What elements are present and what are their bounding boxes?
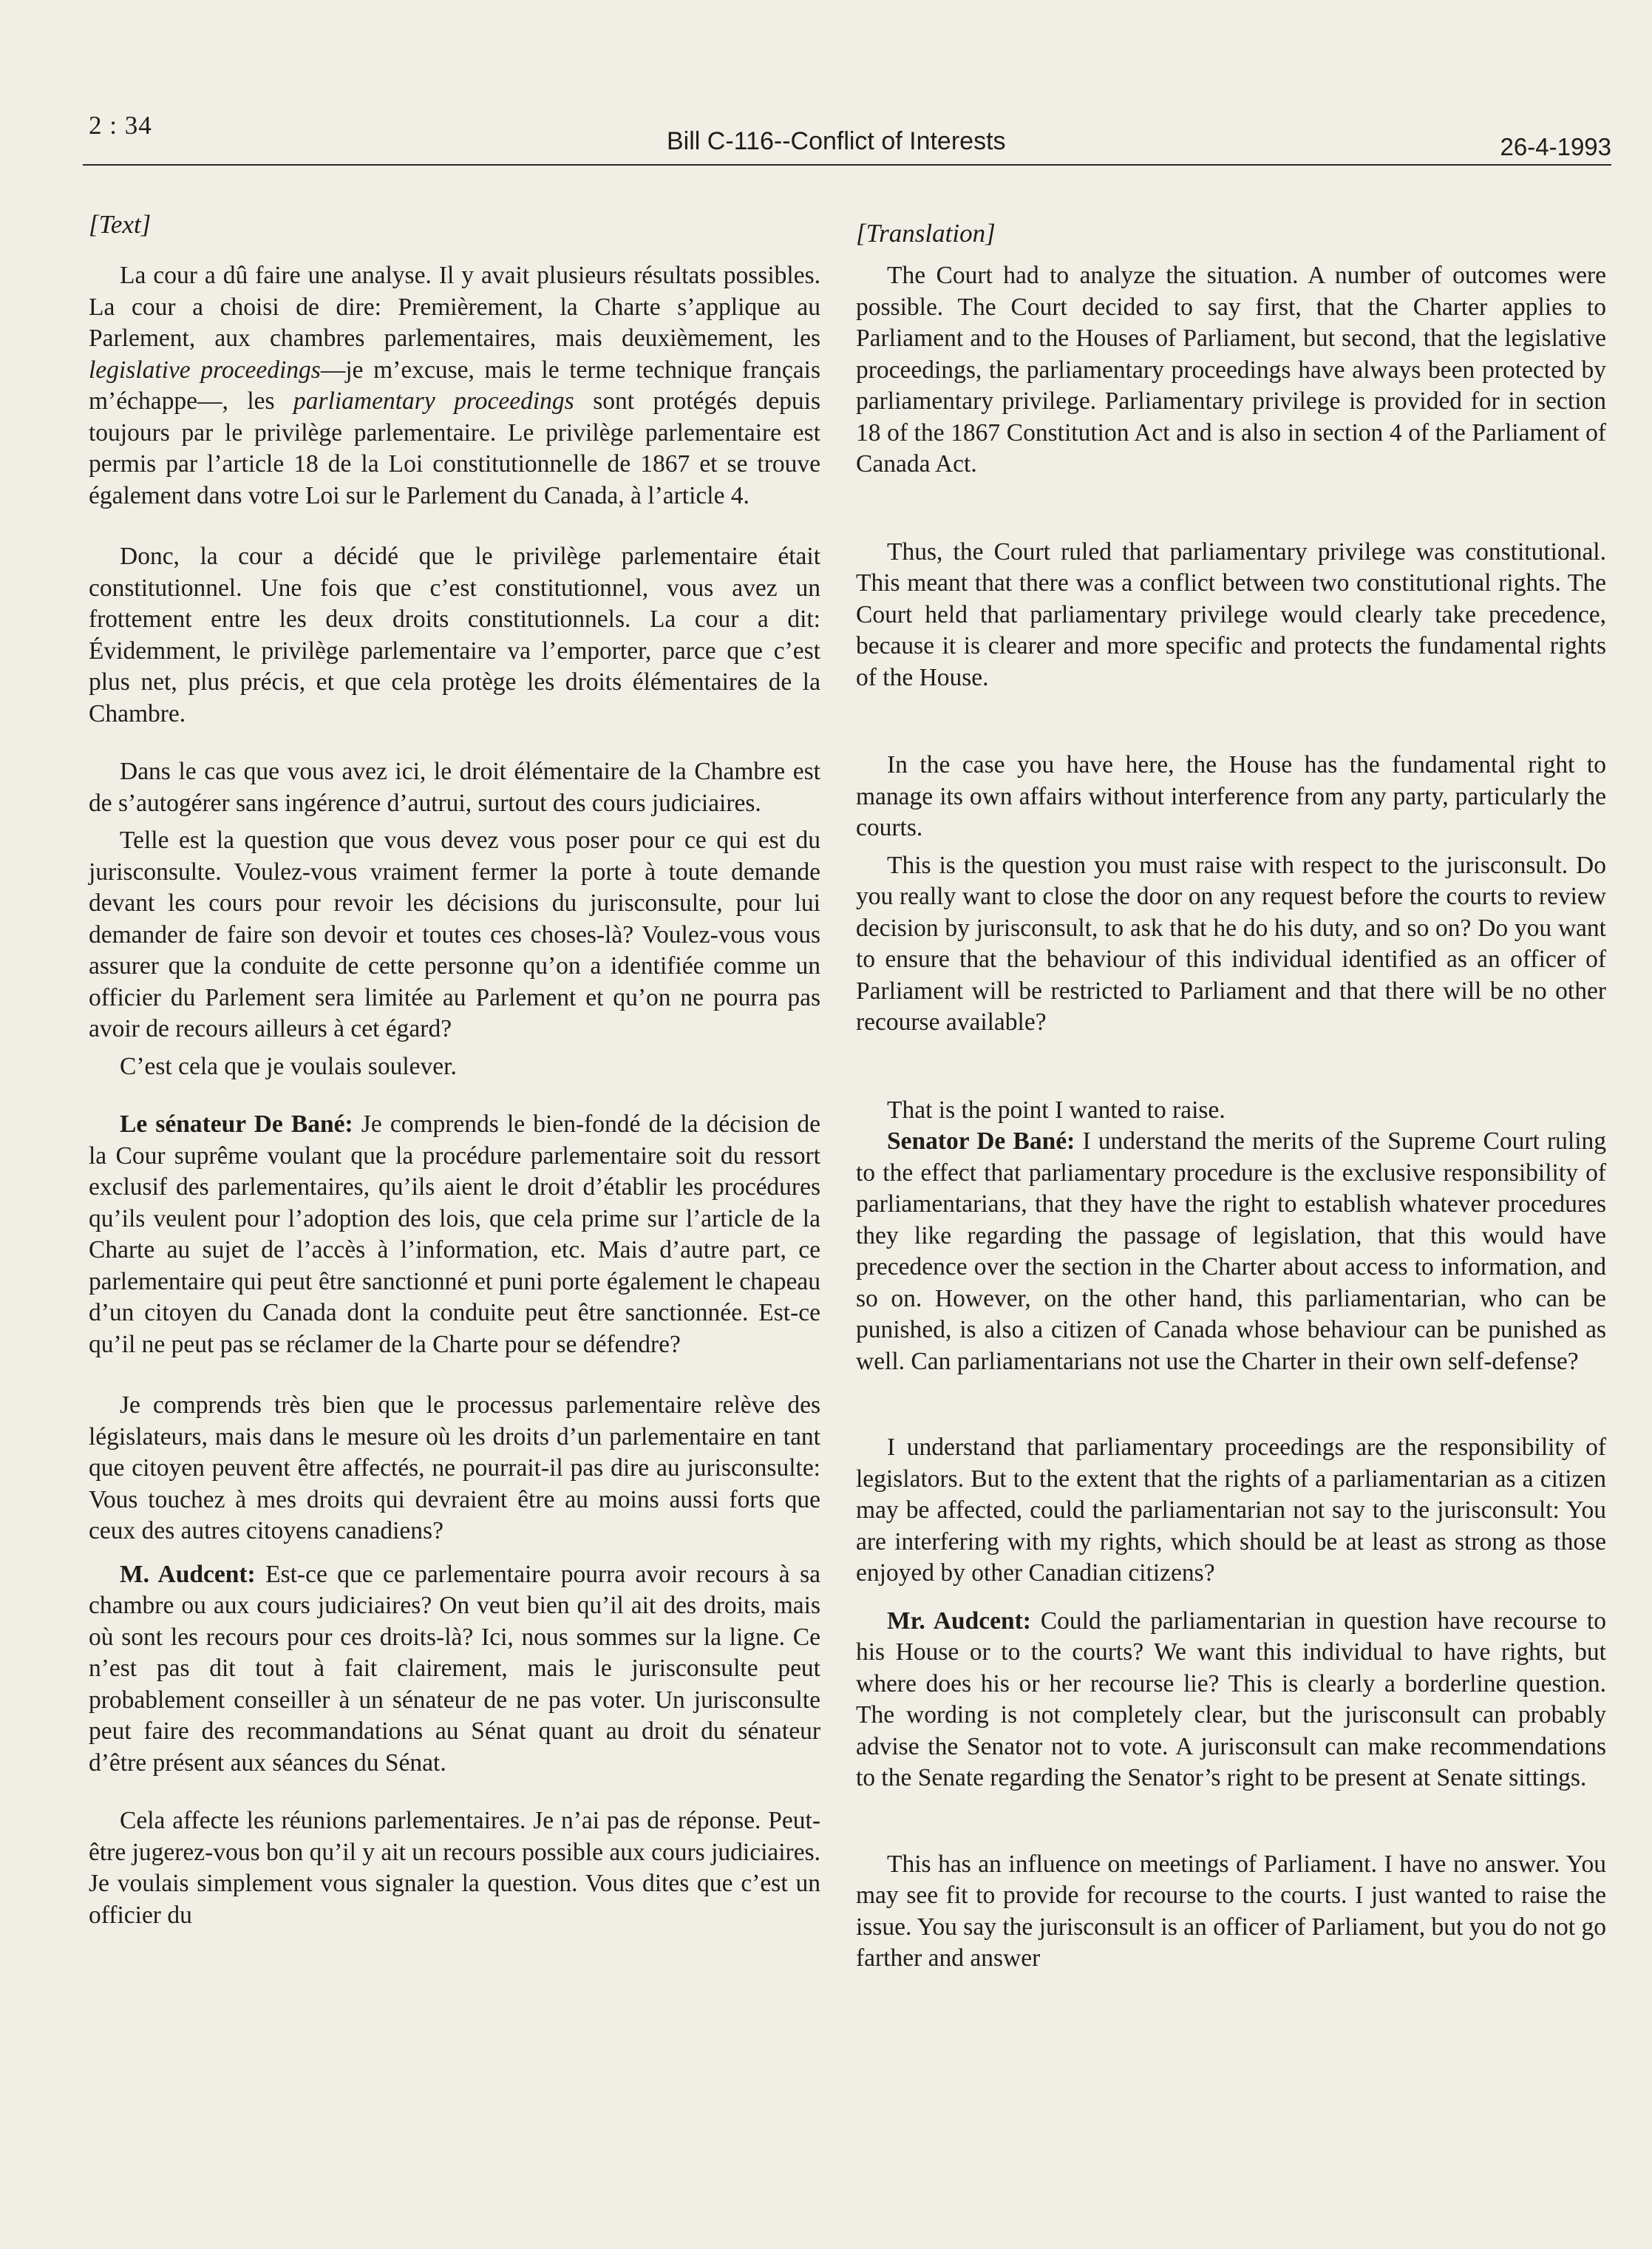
text-run: Cela affecte les réunions parlementaires. Je n’ai pas de réponse. Peut-être jugerez-vous bon qu’il y ait un recours possible aux cours judiciaires. Je voulais simplement vous signaler la question. Vous dites que c’est un officier du [89,1807,820,1929]
italic-term: parliamentary proceedings [293,387,574,415]
text-run: Thus, the Court ruled that parliamentary privilege was constitutional. This meant that there was a conflict between two constitutional rights. The Court held that parliamentary privilege would clearly take precedence, because it is clearer and more specific and protects the fundamental rights of the House. [856,537,1606,691]
paragraph [856,1126,1606,1377]
paragraph [89,756,820,819]
text-run: I understand the merits of the Supreme Court ruling to the effect that parliamentary procedure is the exclusive responsibility of parliamentarians, that they have the right to establish whatever procedures they like regarding the passage of legislation, that this would have precedence over the section in the Charter about access to information, and so on. However, on the other hand, this parliamentarian, who can be punished, is also a citizen of Canada whose behaviour can be punished as well. Can parliamentarians not use the Charter in their own self-defense? [856,1127,1606,1375]
paragraph [856,750,1606,844]
text-run: Donc, la cour a décidé que le privilège parlementaire était constitutionnel. Une fois que c’est constitutionnel, vous avez un frottement entre les deux droits constitutionnels. La cour a dit: Évidemment, le privilège parlementaire va l’emporter, parce que c’est plus net, plus précis, et que cela protège les droits élémentaires de la Chambre. [89,543,820,727]
speaker-name: Senator De Bané: [887,1127,1075,1155]
text-run: This has an influence on meetings of Parliament. I have no answer. You may see fit to provide for recourse to the courts. I just wanted to raise the issue. You say the jurisconsult is an officer of Parliament, but you do not go farther and answer [856,1850,1606,1972]
paragraph [856,1432,1606,1590]
english-paragraphs [856,260,1606,1975]
text-run: Est-ce que ce parlementaire pourra avoir recours à sa chambre ou aux cours judiciaires? On veut bien qu’il ait des droits, mais où sont les recours pour ces droits-là? Ici, nous sommes sur la ligne. Ce n’est pas dit tout à fait clairement, mais le jurisconsulte peut probablement conseiller à un sénateur de ne pas voter. Un jurisconsulte peut faire des recommandations au Sénat quant au droit du sénateur d’être présent aux séances du Sénat. [89,1560,820,1777]
sitting-date: 26-4-1993 [1500,133,1611,160]
speaker-name: Le sénateur De Bané: [120,1110,353,1138]
text-run: C’est cela que je voulais soulever. [120,1052,457,1080]
paragraph [856,537,1606,694]
text-run: This is the question you must raise with respect to the jurisconsult. Do you really want to close the door on any request before the courts to review decision by jurisconsult, to ask that he do his duty, and so on? Do you want to ensure that the behaviour of this individual identified as an officer of Parliament will be restricted to Parliament and that there will be no other recourse available? [856,851,1606,1036]
text-run: The Court had to analyze the situation. A number of outcomes were possible. The Court decided to say first, that the Charter applies to Parliament and to the Houses of Parliament, but second, that the legislative proceedings, the parliamentary proceedings have always been protected by parliamentary privilege. Parliamentary privilege is provided for in section 18 of the 1867 Constitution Act and is also in section 4 of the Parliament of Canada Act. [856,262,1606,478]
text-run: Telle est la question que vous devez vous poser pour ce qui est du jurisconsulte. Voulez-vous vraiment fermer la porte à toute demande devant les cours pour revoir les décisions du jurisconsulte, pour lui demander de faire son devoir et toutes ces choses-là? Voulez-vous vous assurer que la conduite de cette personne qu’on a identifiée comme un officier du Parlement sera limitée au Parlement et qu’on ne pourra pas avoir de recours ailleurs à cet égard? [89,827,820,1042]
paragraph [856,260,1606,481]
french-column [89,200,820,1931]
text-tag: [Text] [89,210,152,239]
french-paragraphs [89,260,820,1931]
text-run: —je m’excuse, mais le terme technique français m’échappe—, les [89,356,820,415]
text-run: Je comprends très bien que le processus parlementaire relève des législateurs, mais dans le mesure où les droits d’un parlementaire en tant que citoyen peuvent être affectés, ne pourrait-il pas dire au jurisconsulte: Vous touchez à mes droits qui devraient être au moins aussi forts que ceux des autres citoyens canadiens? [89,1391,820,1544]
paragraph [856,1095,1606,1127]
paragraph [856,1606,1606,1794]
paragraph [89,1051,820,1083]
running-title: Bill C-116--Conflict of Interests [667,127,1006,155]
speaker-name: M. Audcent: [120,1560,256,1588]
text-run: Dans le cas que vous avez ici, le droit élémentaire de la Chambre est de s’autogérer sans ingérence d’autrui, surtout des cours judiciaires. [89,758,820,817]
paragraph [89,1805,820,1931]
paragraph [89,1390,820,1547]
text-run: I understand that parliamentary proceedings are the responsibility of legislators. But to the extent that the rights of a parliamentarian as a citizen may be affected, could the parliamentarian not say to the jurisconsult: You are interfering with my rights, which should be at least as strong as those enjoyed by other Canadian citizens? [856,1434,1606,1587]
paragraph [89,1559,820,1780]
header-rule [83,164,1611,166]
page-header [83,102,1611,169]
paragraph [89,541,820,730]
paragraph [89,260,820,512]
text-run: sont protégés depuis toujours par le privilège parlementaire. Le privilège parlementaire est permis par l’article 18 de la Loi constitutionnelle de 1867 et se trouve également dans votre Loi sur le Parlement du Canada, à l’article 4. [89,387,820,509]
text-run: La cour a dû faire une analyse. Il y avait plusieurs résultats possibles. La cour a choisi de dire: Premièrement, la Charte s’applique au Parlement, aux chambres parlementaires, mais deuxièmement, les [89,262,820,352]
english-column [856,200,1606,1975]
text-run: Je comprends le bien-fondé de la décision de la Cour suprême voulant que la procédure parlementaire soit du ressort exclusif des parlementaires, qu’ils aient le droit d’établir les procédures qu’ils veulent pour l’adoption des lois, que cela prime sur l’article de la Charte au sujet de l’accès à l’information, etc. Mais d’autre part, ce parlementaire qui peut être sanctionné et puni porte également le chapeau d’un citoyen du Canada dont la conduite peut être sanctionnée. Est-ce qu’il ne peut pas se réclamer de la Charte pour se défendre? [89,1110,820,1358]
speaker-name: Mr. Audcent: [887,1607,1031,1635]
text-run: Could the parliamentarian in question have recourse to his House or to the courts? We want this individual to have rights, but where does his or her recourse lie? This is clearly a borderline question. The wording is not completely clear, but the jurisconsult can probably advise the Senator not to vote. A jurisconsult can make recommendations to the Senate regarding the Senator’s right to be present at Senate sittings. [856,1607,1606,1791]
text-run: That is the point I wanted to raise. [887,1096,1226,1124]
paragraph [856,1849,1606,1975]
text-run: In the case you have here, the House has the fundamental right to manage its own affairs without interference from any party, particularly the courts. [856,751,1606,841]
page-number: 2 : 34 [89,111,152,140]
paragraph [856,850,1606,1039]
italic-term: legislative proceedings [89,356,321,384]
translation-tag: [Translation] [856,219,996,248]
paragraph [89,1109,820,1360]
paragraph [89,825,820,1045]
